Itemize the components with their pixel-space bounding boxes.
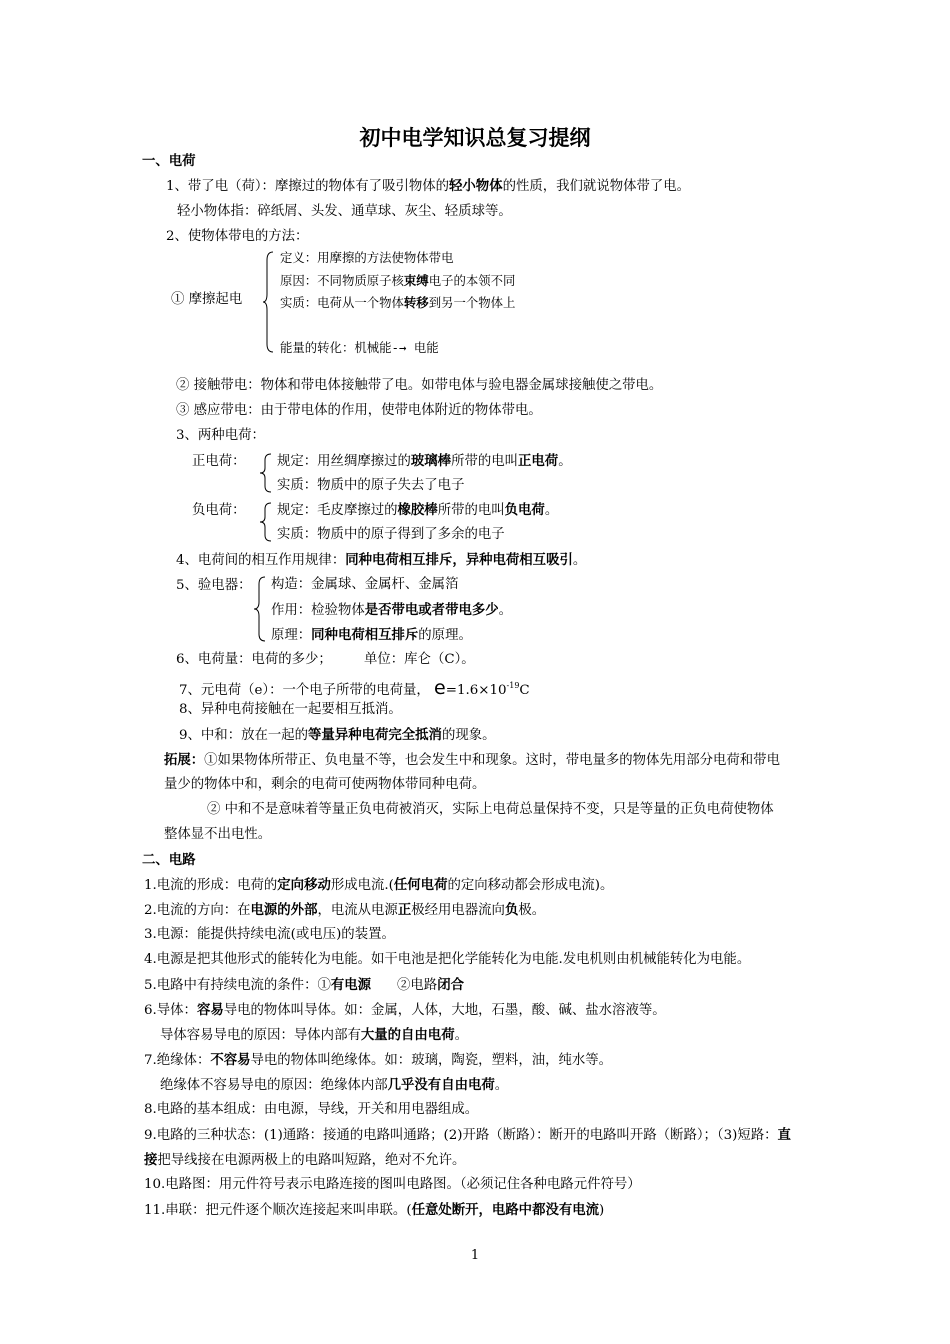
section-heading-circuit: 二、电路 [142, 852, 196, 868]
negative-brace [259, 501, 273, 543]
negative-rule: 规定：毛皮摩擦过的橡胶棒所带的电叫负电荷。 [277, 502, 559, 518]
page-title: 初中电学知识总复习提纲 [359, 125, 591, 150]
negative-label: 负电荷： [192, 503, 246, 518]
contact-charging: ② 接触带电：物体和带电体接触带了电。如带电体与验电器金属球接触使之带电。 [176, 378, 663, 393]
para-light-objects: 轻小物体指：碎纸屑、头发、通草球、灰尘、轻质球等。 [177, 204, 512, 219]
circuit-item-8: 8.电路的基本组成：由电源，导线，开关和用电器组成。 [144, 1102, 479, 1117]
friction-essence: 实质：电荷从一个物体转移到另一个物体上 [280, 295, 516, 310]
opposite-cancel: 8、异种电荷接触在一起要相互抵消。 [179, 702, 402, 717]
circuit-item-4: 4.电源是把其他形式的能转化为电能。如干电池是把化学能转化为电能.发电机则由机械能转化为电能。 [144, 952, 751, 967]
neutralization: 9、中和：放在一起的等量异种电荷完全抵消的现象。 [179, 727, 496, 743]
electroscope-principle: 原理：同种电荷相互排斥的原理。 [271, 627, 472, 643]
circuit-item-2: 2.电流的方向：在电源的外部，电流从电源正极经用电器流向负极。 [144, 902, 546, 918]
positive-essence: 实质：物质中的原子失去了电子 [277, 478, 465, 493]
charge-quantity: 6、电荷量：电荷的多少； [176, 652, 332, 667]
circuit-item-9-cont: 接把导线接在电源两极上的电路叫短路，绝对不允许。 [144, 1152, 466, 1168]
electroscope-label: 5、验电器： [176, 578, 252, 593]
interaction-law: 4、电荷间的相互作用规律：同种电荷相互排斥，异种电荷相互吸引。 [176, 552, 587, 568]
friction-energy: 能量的转化：机械能-→ 电能 [280, 340, 439, 355]
extension-2-cont: 整体显不出电性。 [164, 827, 272, 842]
conductor-reason: 导体容易导电的原因：导体内部有大量的自由电荷。 [160, 1027, 468, 1043]
page-number: 1 [470, 1248, 480, 1263]
extension-1: 拓展：①如果物体所带正、负电量不等，也会发生中和现象。这时，带电量多的物体先用部分电荷和带电 [164, 752, 780, 768]
circuit-item-7: 7.绝缘体：不容易导电的物体叫绝缘体。如：玻璃，陶瓷，塑料，油，纯水等。 [144, 1052, 613, 1068]
elementary-charge: 7、元电荷（e）：一个电子所带的电荷量， $e=1.6\times 10^{-19}C$ [179, 677, 530, 699]
section-heading-charge: 一、电荷 [142, 153, 196, 169]
friction-definition: 定义：用摩擦的方法使物体带电 [280, 250, 454, 265]
electroscope-use: 作用：检验物体是否带电或者带电多少。 [271, 602, 513, 618]
circuit-item-3: 3.电源：能提供持续电流(或电压)的装置。 [144, 927, 395, 942]
electroscope-brace [253, 575, 267, 643]
circuit-item-5: 5.电路中有持续电流的条件：①有电源 ②电路闭合 [144, 977, 464, 993]
friction-reason: 原因：不同物质原子核束缚电子的本领不同 [280, 273, 516, 288]
friction-brace [262, 250, 276, 354]
para-charged: 1、带了电（荷）：摩擦过的物体有了吸引物体的轻小物体的性质，我们就说物体带了电。 [166, 178, 691, 194]
circuit-item-6: 6.导体：容易导电的物体叫导体。如：金属，人体，大地，石墨，酸、碱、盐水溶液等。 [144, 1002, 666, 1018]
positive-rule: 规定：用丝绸摩擦过的玻璃棒所带的电叫正电荷。 [277, 453, 572, 469]
circuit-item-11: 11.串联：把元件逐个顺次连接起来叫串联。(任意处断开，电路中都没有电流) [144, 1202, 605, 1218]
para-methods: 2、使物体带电的方法： [166, 229, 309, 244]
charge-unit: 单位：库仑（C）。 [364, 652, 475, 667]
extension-2: ② 中和不是意味着等量正负电荷被消灭，实际上电荷总量保持不变，只是等量的正负电荷使物体 [207, 802, 774, 817]
negative-essence: 实质：物质中的原子得到了多余的电子 [277, 527, 505, 542]
circuit-item-9: 9.电路的三种状态：(1)通路：接通的电路叫通路；(2)开路（断路）：断开的电路叫开路（断路）；（3)短路：直 [144, 1127, 791, 1143]
induction-charging: ③ 感应带电：由于带电体的作用，使带电体附近的物体带电。 [176, 403, 542, 418]
two-charges: 3、两种电荷： [176, 428, 265, 443]
insulator-reason: 绝缘体不容易导电的原因：绝缘体内部几乎没有自由电荷。 [160, 1077, 509, 1093]
positive-brace [259, 452, 273, 494]
circuit-item-1: 1.电流的形成：电荷的定向移动形成电流.(任何电荷的定向移动都会形成电流)。 [144, 877, 614, 893]
positive-label: 正电荷： [192, 454, 246, 469]
electroscope-structure: 构造：金属球、金属杆、金属箔 [271, 577, 459, 592]
extension-1-cont: 量少的物体中和，剩余的电荷可使两物体带同种电荷。 [164, 777, 486, 792]
circuit-item-10: 10.电路图：用元件符号表示电路连接的图叫电路图。（必须记住各种电路元件符号） [144, 1177, 641, 1192]
friction-label: ① 摩擦起电 [171, 292, 243, 307]
